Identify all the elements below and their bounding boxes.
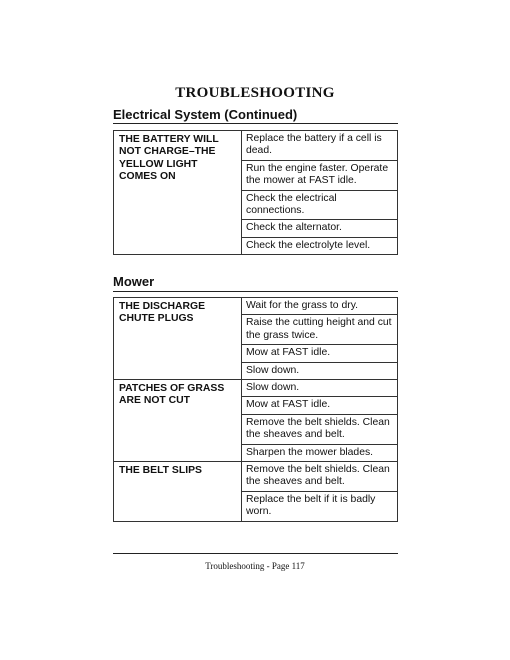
section-heading-electrical: Electrical System (Continued) <box>113 107 298 122</box>
page-title: TROUBLESHOOTING <box>175 85 335 101</box>
remedy-cell: Replace the belt if it is badly worn. <box>242 491 398 521</box>
remedy-cell: Replace the battery if a cell is dead. <box>242 131 398 161</box>
mower-table <box>113 297 398 522</box>
table-row <box>114 298 398 315</box>
remedy-cell: Raise the cutting height and cut the grass twice. <box>242 315 398 345</box>
problem-cell: THE DISCHARGE CHUTE PLUGS <box>114 298 242 380</box>
remedy-cell: Mow at FAST idle. <box>242 345 398 362</box>
remedy-cell: Remove the belt shields. Clean the sheaves and belt. <box>242 414 398 444</box>
table-row <box>114 462 398 492</box>
table-row <box>114 131 398 161</box>
section-rule <box>113 123 398 124</box>
remedy-cell: Check the electrical connections. <box>242 190 398 220</box>
remedy-cell: Check the alternator. <box>242 220 398 237</box>
section-heading-mower: Mower <box>113 274 155 289</box>
remedy-cell: Wait for the grass to dry. <box>242 298 398 315</box>
page-footer: Troubleshooting - Page 117 <box>205 561 305 571</box>
electrical-table <box>113 130 398 255</box>
remedy-cell: Sharpen the mower blades. <box>242 444 398 461</box>
remedy-cell: Run the engine faster. Operate the mower at FAST idle. <box>242 160 398 190</box>
problem-cell: PATCHES OF GRASS ARE NOT CUT <box>114 380 242 462</box>
problem-cell: THE BELT SLIPS <box>114 462 242 522</box>
remedy-cell: Remove the belt shields. Clean the sheaves and belt. <box>242 462 398 492</box>
footer-rule <box>113 553 398 554</box>
remedy-cell: Slow down. <box>242 380 398 397</box>
remedy-cell: Slow down. <box>242 362 398 379</box>
table-row <box>114 380 398 397</box>
problem-cell: THE BATTERY WILL NOT CHARGE–THE YELLOW LIGHT COMES ON <box>114 131 242 255</box>
section-rule <box>113 291 398 292</box>
remedy-cell: Check the electrolyte level. <box>242 237 398 254</box>
remedy-cell: Mow at FAST idle. <box>242 397 398 414</box>
